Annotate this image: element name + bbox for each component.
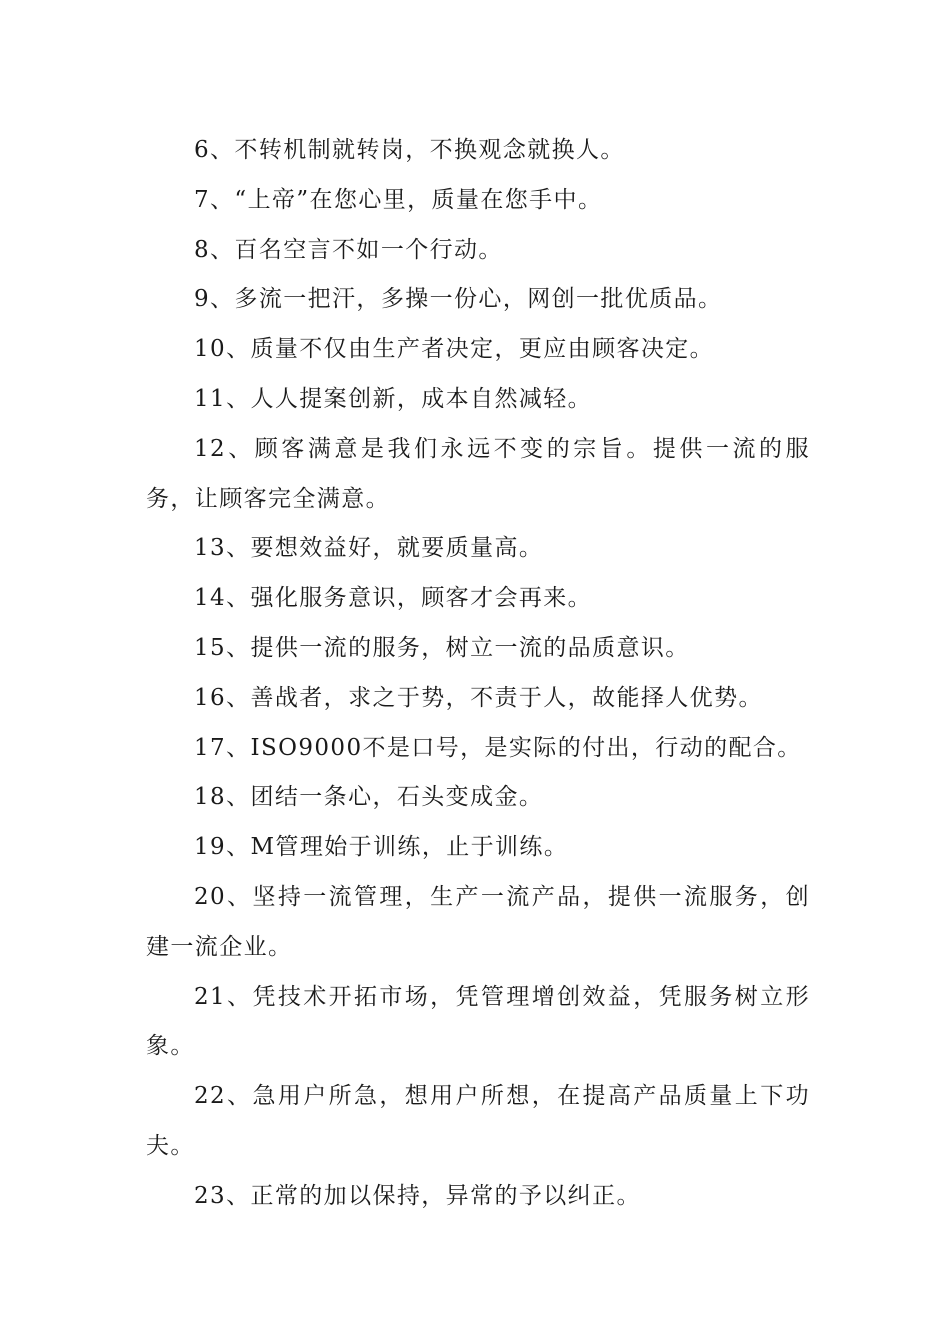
paragraph-9: 9、多流一把汗，多操一份心，网创一批优质品。 — [194, 286, 723, 313]
paragraph-15: 15、提供一流的服务，树立一流的品质意识。 — [194, 634, 690, 661]
paragraph-13: 13、要想效益好，就要质量高。 — [194, 535, 544, 562]
paragraph-10: 10、质量不仅由生产者决定，更应由顾客决定。 — [194, 336, 715, 363]
paragraph-21: 21、凭技术开拓市场，凭管理增创效益，凭服务树立形象。 — [146, 983, 810, 1060]
paragraph-6: 6、不转机制就转岗，不换观念就换人。 — [194, 137, 625, 163]
paragraph-7: 7、“上帝”在您心里，质量在您手中。 — [194, 186, 603, 213]
paragraph-22: 22、急用户所急，想用户所想，在提高产品质量上下功夫。 — [146, 1083, 810, 1159]
paragraph-17: 17、ISO9000不是口号，是实际的付出，行动的配合。 — [194, 734, 802, 761]
paragraph-8: 8、百名空言不如一个行动。 — [194, 236, 503, 263]
paragraph-20: 20、坚持一流管理，生产一流产品，提供一流服务，创建一流企业。 — [146, 883, 810, 960]
paragraph-19: 19、M管理始于训练，止于训练。 — [194, 834, 569, 861]
paragraph-18: 18、团结一条心，石头变成金。 — [194, 784, 544, 811]
paragraph-23: 23、正常的加以保持，异常的予以纠正。 — [194, 1182, 641, 1209]
paragraph-16: 16、善战者，求之于势，不责于人，故能择人优势。 — [194, 684, 763, 711]
paragraph-14: 14、强化服务意识，顾客才会再来。 — [194, 585, 593, 612]
document-body — [146, 126, 810, 1222]
paragraph-12: 12、顾客满意是我们永远不变的宗旨。提供一流的服务，让顾客完全满意。 — [146, 435, 810, 512]
paragraph-11: 11、人人提案创新，成本自然减轻。 — [194, 385, 593, 412]
